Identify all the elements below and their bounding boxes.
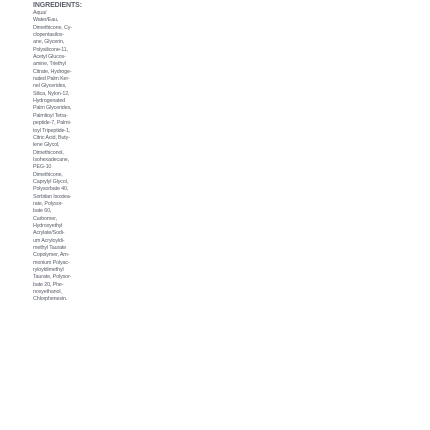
- ingredient-line: bate 20, Phe-: [33, 281, 64, 288]
- ingredient-line: Aqua/: [33, 10, 47, 16]
- ingredient-line: Carbomer,: [33, 215, 57, 222]
- ingredient-line: bate 60,: [33, 208, 52, 215]
- ingredient-line: Dimethicone,: [33, 171, 63, 178]
- ingredient-line: lene Glycol,: [33, 142, 60, 149]
- ingredient-line: Dimethiconol,: [33, 149, 64, 156]
- ingredient-line: Copolymer, Am-: [33, 252, 70, 259]
- ingredient-line: Dimethicone, Cy-: [33, 24, 72, 31]
- ingredient-line: ryloyldimethyl: [33, 267, 64, 274]
- ingredient-line: monium Polyac-: [33, 259, 70, 266]
- ingredients-block: [33, 2, 82, 304]
- ingredient-line: Citrate, Hydroge-: [33, 68, 72, 75]
- ingredient-line: methyl Taurate: [33, 245, 67, 251]
- ingredient-line: rate, Polysor-: [33, 200, 63, 207]
- ingredient-line: Polysorbate 40,: [33, 186, 69, 193]
- ingredient-line: Citric Acid, Buty-: [33, 134, 70, 141]
- ingredient-line: Acetyl Glucos-: [33, 54, 66, 61]
- ingredient-line: Water/Eau,: [33, 17, 59, 24]
- ingredient-line: PEG-10: [33, 164, 52, 171]
- ingredient-line: Taurate, Polysor-: [33, 274, 72, 281]
- ingredient-line: clopentasilox-: [33, 32, 64, 39]
- ingredient-line: Caprylyl Glycol,: [33, 178, 69, 185]
- ingredient-line: ane, Glycerin,: [33, 39, 65, 46]
- ingredient-line: Palm Glycerides,: [33, 105, 72, 112]
- ingredient-line: Sorbitan Isostea-: [33, 193, 72, 200]
- ingredient-line: Polysilicone-11,: [33, 46, 68, 53]
- ingredient-line: Palmitoyl Tetra-: [33, 112, 68, 119]
- ingredient-line: Silica, Nylon-12,: [33, 90, 70, 97]
- ingredient-line: noxyethanol,: [33, 289, 62, 296]
- ingredient-line: Hydrogenated: [33, 98, 66, 105]
- ingredient-line: Chlorphenesin.: [33, 296, 68, 303]
- ingredient-line: toyl Tripeptide-1,: [33, 127, 71, 134]
- ingredient-line: amine, Triethyl: [33, 61, 66, 68]
- ingredient-line: peptide-7, Palmi-: [33, 120, 72, 127]
- ingredient-line: um Acryloyldi-: [33, 237, 65, 244]
- ingredient-line: Acrylate/Sodi-: [33, 230, 65, 237]
- ingredients-heading: INGREDIENTS:: [33, 2, 82, 9]
- ingredients-list: [33, 10, 79, 304]
- ingredient-line: Isohexadecane,: [33, 156, 69, 163]
- ingredient-line: Hydroxyethyl: [33, 222, 63, 229]
- ingredient-line: nel Glycerides,: [33, 83, 67, 90]
- ingredient-line: nated Palm Ker-: [33, 76, 70, 83]
